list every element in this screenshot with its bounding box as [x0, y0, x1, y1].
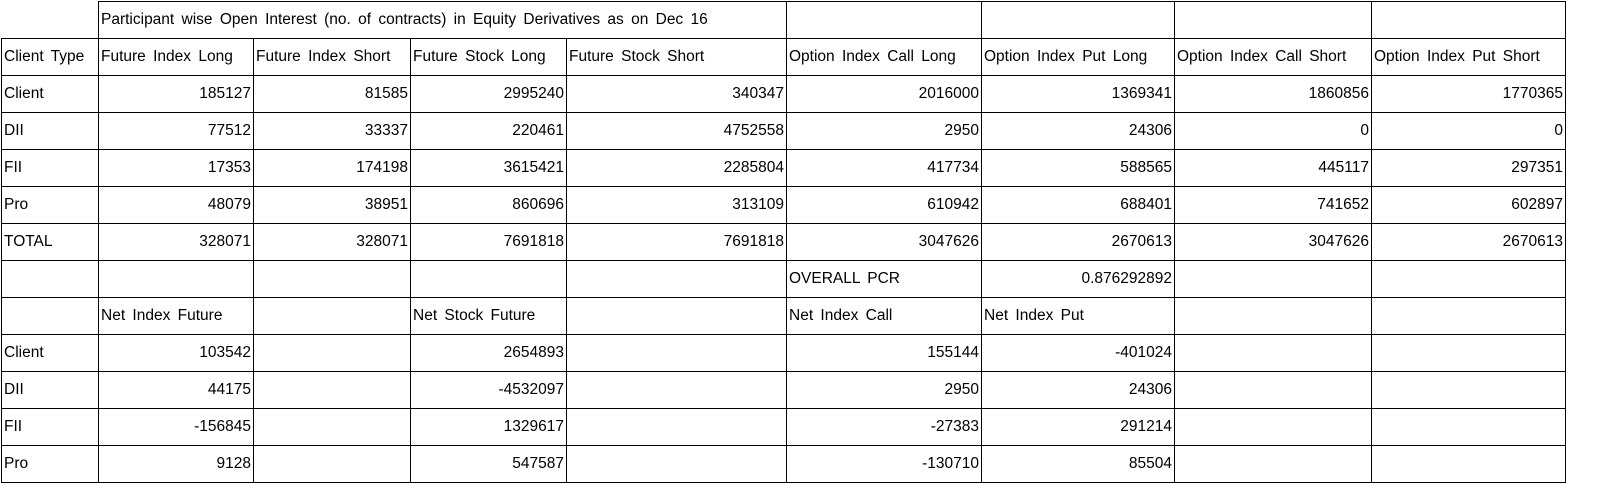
data-cell[interactable]: 7691818 — [411, 224, 567, 261]
pcr-row — [2, 261, 1566, 298]
table-row — [2, 187, 1566, 224]
empty-cell[interactable] — [1175, 2, 1372, 39]
column-header[interactable]: Option Index Call Long — [787, 39, 982, 76]
net-header[interactable]: Net Index Call — [787, 298, 982, 335]
column-header[interactable]: Client Type — [2, 39, 99, 76]
data-cell[interactable]: 3047626 — [1175, 224, 1372, 261]
data-cell[interactable]: 24306 — [982, 113, 1175, 150]
empty-cell[interactable] — [1175, 298, 1372, 335]
net-row — [2, 409, 1566, 446]
data-cell[interactable]: 2950 — [787, 113, 982, 150]
data-cell[interactable]: 0 — [1175, 113, 1372, 150]
data-cell[interactable]: 174198 — [254, 150, 411, 187]
data-cell[interactable]: -4532097 — [411, 372, 567, 409]
empty-cell[interactable] — [2, 261, 99, 298]
data-cell[interactable]: 77512 — [99, 113, 254, 150]
title-row — [2, 2, 1566, 39]
pcr-label[interactable]: OVERALL PCR — [787, 261, 982, 298]
net-header-row — [2, 298, 1566, 335]
empty-cell[interactable] — [567, 261, 787, 298]
data-cell[interactable]: 313109 — [567, 187, 787, 224]
data-cell[interactable]: 588565 — [982, 150, 1175, 187]
sheet-title[interactable]: Participant wise Open Interest (no. of contracts) in Equity Derivatives as on Dec 16 — [99, 2, 787, 39]
data-cell[interactable]: 38951 — [254, 187, 411, 224]
row-label[interactable]: TOTAL — [2, 224, 99, 261]
data-cell[interactable]: 547587 — [411, 446, 567, 483]
row-label[interactable]: DII — [2, 372, 99, 409]
data-cell[interactable]: 297351 — [1372, 150, 1566, 187]
row-label[interactable]: DII — [2, 113, 99, 150]
row-label[interactable]: Pro — [2, 446, 99, 483]
open-interest-sheet — [1, 1, 1566, 483]
empty-cell[interactable] — [254, 261, 411, 298]
row-label[interactable]: FII — [2, 150, 99, 187]
data-cell[interactable]: 2950 — [787, 372, 982, 409]
data-cell[interactable]: 688401 — [982, 187, 1175, 224]
column-header[interactable]: Option Index Put Short — [1372, 39, 1566, 76]
empty-cell[interactable] — [1372, 372, 1566, 409]
net-row — [2, 446, 1566, 483]
data-cell[interactable]: 24306 — [982, 372, 1175, 409]
data-cell[interactable]: 220461 — [411, 113, 567, 150]
row-label[interactable]: Pro — [2, 187, 99, 224]
empty-cell[interactable] — [254, 372, 411, 409]
data-cell[interactable]: 155144 — [787, 335, 982, 372]
data-cell[interactable]: 445117 — [1175, 150, 1372, 187]
data-cell[interactable]: 417734 — [787, 150, 982, 187]
data-cell[interactable]: 48079 — [99, 187, 254, 224]
row-label[interactable]: FII — [2, 409, 99, 446]
empty-cell[interactable] — [1372, 335, 1566, 372]
data-cell[interactable]: 17353 — [99, 150, 254, 187]
column-header[interactable]: Future Index Long — [99, 39, 254, 76]
empty-cell[interactable] — [254, 298, 411, 335]
empty-cell[interactable] — [1175, 261, 1372, 298]
data-cell[interactable]: 33337 — [254, 113, 411, 150]
empty-cell[interactable] — [1372, 2, 1566, 39]
data-cell[interactable]: 328071 — [254, 224, 411, 261]
column-header[interactable]: Future Index Short — [254, 39, 411, 76]
column-header[interactable]: Option Index Call Short — [1175, 39, 1372, 76]
data-cell[interactable]: 340347 — [567, 76, 787, 113]
data-cell[interactable]: 1860856 — [1175, 76, 1372, 113]
table-row — [2, 76, 1566, 113]
empty-cell[interactable] — [787, 2, 982, 39]
data-cell[interactable]: 4752558 — [567, 113, 787, 150]
row-label[interactable]: Client — [2, 335, 99, 372]
empty-cell[interactable] — [1175, 335, 1372, 372]
data-cell[interactable]: -130710 — [787, 446, 982, 483]
empty-cell[interactable] — [567, 446, 787, 483]
empty-cell[interactable] — [982, 2, 1175, 39]
data-cell[interactable]: 7691818 — [567, 224, 787, 261]
data-cell[interactable]: 741652 — [1175, 187, 1372, 224]
empty-cell[interactable] — [1372, 261, 1566, 298]
data-cell[interactable]: 3615421 — [411, 150, 567, 187]
data-cell[interactable]: 1770365 — [1372, 76, 1566, 113]
empty-cell[interactable] — [567, 335, 787, 372]
net-row — [2, 372, 1566, 409]
data-cell[interactable]: 2670613 — [982, 224, 1175, 261]
table-row — [2, 113, 1566, 150]
empty-cell[interactable] — [2, 298, 99, 335]
data-cell[interactable]: 85504 — [982, 446, 1175, 483]
empty-cell[interactable] — [99, 261, 254, 298]
data-cell[interactable]: 2654893 — [411, 335, 567, 372]
data-cell[interactable]: 103542 — [99, 335, 254, 372]
data-cell[interactable]: 1329617 — [411, 409, 567, 446]
empty-cell[interactable] — [411, 261, 567, 298]
data-cell[interactable]: 44175 — [99, 372, 254, 409]
row-label[interactable]: Client — [2, 76, 99, 113]
data-cell[interactable]: 9128 — [99, 446, 254, 483]
data-cell[interactable]: 2995240 — [411, 76, 567, 113]
empty-cell[interactable] — [567, 372, 787, 409]
data-cell[interactable]: 3047626 — [787, 224, 982, 261]
data-cell[interactable]: -401024 — [982, 335, 1175, 372]
empty-cell[interactable] — [1175, 409, 1372, 446]
data-cell[interactable]: 602897 — [1372, 187, 1566, 224]
data-cell[interactable]: -27383 — [787, 409, 982, 446]
pcr-value[interactable]: 0.876292892 — [982, 261, 1175, 298]
net-header[interactable]: Net Index Future — [99, 298, 254, 335]
empty-cell[interactable] — [254, 409, 411, 446]
empty-cell[interactable] — [1372, 409, 1566, 446]
data-cell[interactable]: 610942 — [787, 187, 982, 224]
net-row — [2, 335, 1566, 372]
empty-cell[interactable] — [567, 298, 787, 335]
column-header[interactable]: Future Stock Short — [567, 39, 787, 76]
table-row — [2, 224, 1566, 261]
corner-cell[interactable] — [2, 2, 99, 39]
data-cell[interactable]: 185127 — [99, 76, 254, 113]
empty-cell[interactable] — [1175, 372, 1372, 409]
column-header[interactable]: Future Stock Long — [411, 39, 567, 76]
empty-cell[interactable] — [1175, 446, 1372, 483]
data-cell[interactable]: 328071 — [99, 224, 254, 261]
table-row — [2, 150, 1566, 187]
data-cell[interactable]: 2016000 — [787, 76, 982, 113]
data-cell[interactable]: 2670613 — [1372, 224, 1566, 261]
empty-cell[interactable] — [567, 409, 787, 446]
data-cell[interactable]: 1369341 — [982, 76, 1175, 113]
data-cell[interactable]: -156845 — [99, 409, 254, 446]
data-cell[interactable]: 81585 — [254, 76, 411, 113]
empty-cell[interactable] — [1372, 446, 1566, 483]
data-cell[interactable]: 291214 — [982, 409, 1175, 446]
column-header[interactable]: Option Index Put Long — [982, 39, 1175, 76]
empty-cell[interactable] — [254, 446, 411, 483]
data-cell[interactable]: 0 — [1372, 113, 1566, 150]
net-header[interactable]: Net Stock Future — [411, 298, 567, 335]
header-row — [2, 39, 1566, 76]
empty-cell[interactable] — [254, 335, 411, 372]
data-cell[interactable]: 860696 — [411, 187, 567, 224]
data-cell[interactable]: 2285804 — [567, 150, 787, 187]
net-header[interactable]: Net Index Put — [982, 298, 1175, 335]
empty-cell[interactable] — [1372, 298, 1566, 335]
